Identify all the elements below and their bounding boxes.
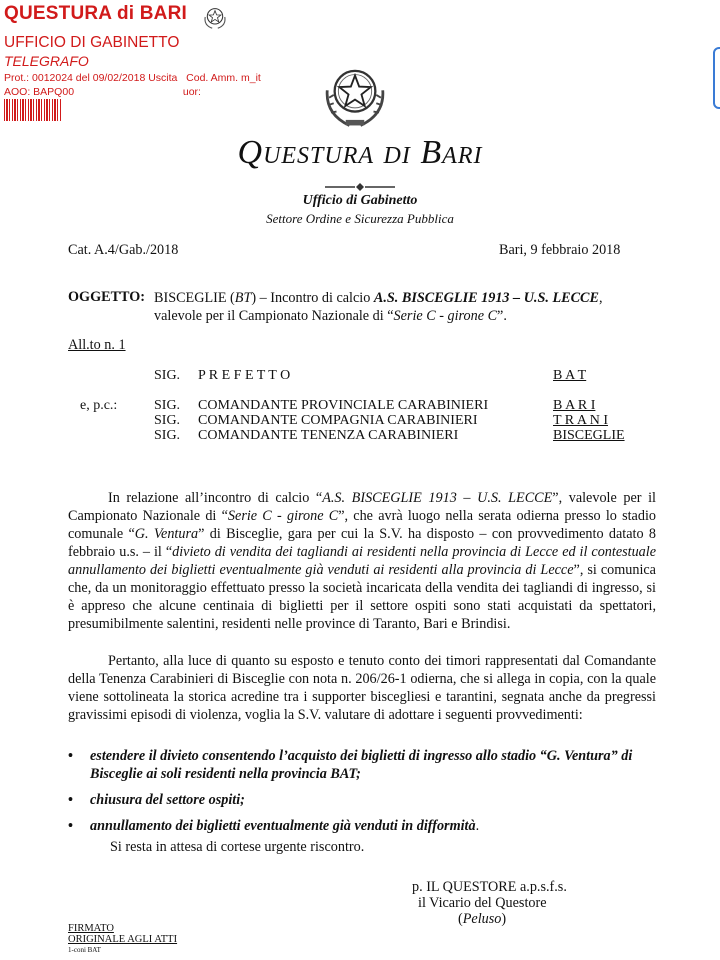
text-run: In relazione all’incontro di calcio “	[108, 490, 323, 506]
measure-text: estendere il divieto consentendo l’acquisto dei biglietti di ingresso allo stadio “G. Ventura” di Bisceglie ai soli residenti nella provincia BAT;	[90, 748, 633, 782]
recipient-prefetto: P R E F E T T O	[198, 368, 291, 383]
original-label: ORIGINALE AGLI ATTI	[68, 934, 178, 945]
subject-label: OGGETTO:	[68, 289, 145, 305]
text-run: ”, che avrà luogo nella serata odierna presso lo stadio comunale “	[68, 508, 656, 542]
footer-code: 1-coni BAT	[68, 946, 101, 954]
letter-date: Bari, 9 febbraio 2018	[499, 242, 621, 258]
signature-role: p. IL QUESTORE a.p.s.f.s.	[412, 879, 567, 895]
text-run: ”, valevole per il Campionato Nazionale di “	[68, 490, 656, 524]
subject-part: valevole per il Campionato Nazionale di “	[154, 308, 394, 324]
stamp-channel: TELEGRAFO	[4, 53, 89, 69]
bullet-icon: •	[68, 748, 73, 764]
measure-item	[68, 791, 668, 809]
subject-part: ) – Incontro di calcio	[251, 290, 374, 306]
signer-name: Peluso	[462, 911, 502, 927]
measure-item	[68, 817, 668, 835]
measure-text: chiusura del settore ospiti;	[90, 792, 245, 808]
firmato-label: FIRMATO	[68, 923, 114, 934]
subject-part: ”.	[497, 308, 507, 324]
letterhead-office: Ufficio di Gabinetto	[302, 193, 418, 208]
measure-end: .	[475, 818, 480, 834]
subject-part: BISCEGLIE (	[154, 290, 235, 306]
text-run: A.S. BISCEGLIE 1913 – U.S. LECCE	[322, 490, 553, 506]
body-paragraph-2: Pertanto, alla luce di quanto su esposto e tenuto conto dei timori rappresentati dal Comandante della Tenenza Carabinieri di Bisceglie con nota n. 206/26-1 odierna, che si allega in copia, con la quale viene sottolineata la storica acredine tra i supporter biscegliesi e tarantini, segnata anche da pregressi gravissimi episodi di violenza, voglia la S.V. valutare di adottare i seguenti provvedimenti:	[68, 653, 656, 723]
subject-match: A.S. BISCEGLIE 1913 – U.S. LECCE	[373, 290, 599, 306]
subject-province: BT	[234, 290, 252, 306]
recipient-sig: SIG.	[154, 368, 181, 383]
recipient-title: COMANDANTE COMPAGNIA CARABINIERI	[198, 413, 478, 428]
recipient-sig: SIG.	[154, 413, 181, 428]
body-paragraph-1	[68, 489, 656, 633]
subject-part: ,	[599, 290, 603, 306]
ornament-divider	[325, 181, 395, 193]
signed-original-note	[68, 923, 177, 956]
republic-emblem-icon	[201, 3, 229, 31]
subject-series: Serie C - girone C	[393, 308, 498, 324]
recipient-sig: SIG.	[154, 398, 181, 413]
uor-code: uor:	[182, 86, 201, 98]
bullet-icon: •	[68, 818, 73, 834]
text-run: ”, si comunica che, da un monitoraggio effettuato presso la società incaricata della vendita dei tagliandi di ingresso, si è appreso che alcune centinaia di biglietti per il settore ospiti sono stati acquistati da spettatori, presumibilmente salentini, residenti nelle province di Taranto, Bari e Brindisi.	[68, 562, 656, 632]
recipient-place: B A R I	[553, 398, 596, 413]
cc-label: e, p.c.:	[80, 398, 118, 413]
signature-name: (Peluso)	[458, 911, 507, 927]
letterhead-title: Questura di Bari	[237, 134, 483, 171]
recipient-title: COMANDANTE PROVINCIALE CARABINIERI	[198, 398, 489, 413]
stamp-office: UFFICIO DI GABINETTO	[4, 34, 180, 51]
recipient-title: COMANDANTE TENENZA CARABINIERI	[198, 428, 459, 443]
recipient-place: T R A N I	[553, 413, 608, 428]
letterhead-sector: Settore Ordine e Sicurezza Pubblica	[266, 211, 454, 226]
attachment-note: All.to n. 1	[68, 337, 126, 353]
stamp-title: QUESTURA di BARI	[4, 3, 187, 24]
measure-item	[68, 747, 668, 783]
recipient-place: BISCEGLIE	[553, 428, 625, 443]
closing-line: Si resta in attesa di cortese urgente riscontro.	[110, 839, 365, 855]
subject-text	[154, 289, 659, 325]
text-run: Serie C - girone C	[227, 508, 339, 524]
text-run: divieto di vendita dei tagliandi ai residenti nella provincia di Lecce ed il contestuale annullamento dei biglietti eventualmente già venduti ai residenti alla provincia di Lecce	[68, 544, 657, 578]
signature-subrole: il Vicario del Questore	[418, 895, 547, 911]
protocol-number: Prot.: 0012024 del 09/02/2018 Uscita	[4, 72, 178, 84]
text-run: ” di Bisceglie, gara per cui la S.V. ha disposto – con provvedimento datato 8 febbraio u.s. – il “	[68, 526, 656, 560]
admin-code: Cod. Amm. m_it	[186, 72, 261, 84]
text-run: G. Ventura	[134, 526, 199, 542]
measure-text: annullamento dei biglietti eventualmente già venduti in difformità	[90, 818, 476, 834]
edge-mark	[713, 47, 720, 109]
barcode	[4, 99, 62, 121]
republic-emblem-icon	[318, 57, 392, 131]
recipient-sig: SIG.	[154, 428, 181, 443]
category-code: Cat. A.4/Gab./2018	[68, 242, 179, 258]
aoo-code: AOO: BAPQ00	[4, 86, 75, 98]
recipient-place: B A T	[553, 368, 587, 383]
bullet-icon: •	[68, 792, 73, 808]
